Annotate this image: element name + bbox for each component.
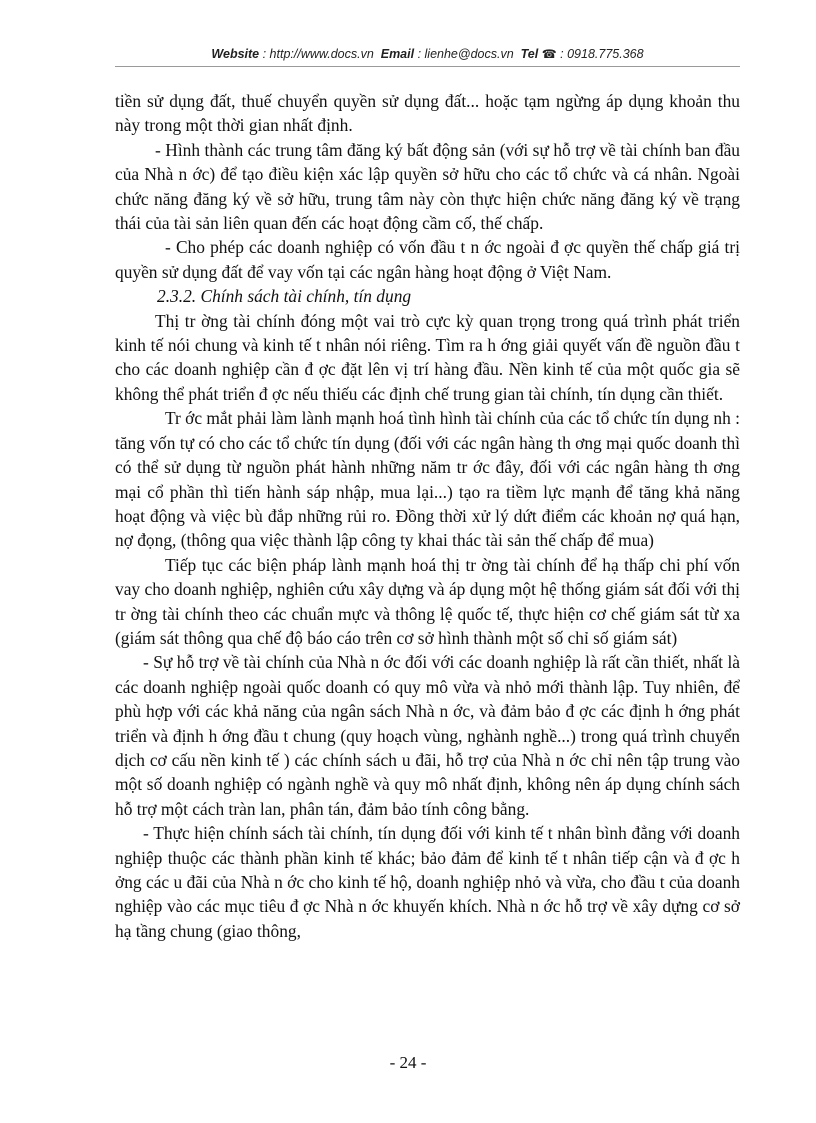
paragraph: Tiếp tục các biện pháp lành mạnh hoá thị tr ờng tài chính để hạ thấp chi phí vốn vay cho doanh nghiệp, nghiên cứu xây dựng và áp dụng một hệ thống giám sát đối với thị tr ờng tài chính theo các chuẩn mực và thông lệ quốc tế, thực hiện cơ chế giám sát từ xa (giám sát thông qua chế độ báo cáo trên cơ sở hình thành một số chỉ số giám sát) bbox=[115, 554, 740, 648]
header-divider bbox=[115, 66, 740, 67]
tel-number: : 0918.775.368 bbox=[560, 47, 644, 61]
phone-icon: ☎ bbox=[541, 47, 557, 61]
paragraph: - Sự hỗ trợ về tài chính của Nhà n ớc đối với các doanh nghiệp là rất cần thiết, nhất là các doanh nghiệp ngoài quốc doanh có quy mô vừa và nhỏ mới thành lập. Tuy nhiên, để phù hợp với các khả năng của ngân sách Nhà n ớc, và đảm bảo đ ợc các định h ớng phát triển và định h ớng đầu t chung (quy hoạch vùng, nghành nghề...) trong quá trình chuyển dịch cơ cấu nền kinh tế ) các chính sách u đãi, hỗ trợ của Nhà n ớc chỉ nên tập trung vào một số doanh nghiệp có ngành nghề và quy mô nhất định, không nên áp dụng chính sách hỗ trợ một cách tràn lan, phân tán, đảm bảo tính công bằng. bbox=[115, 652, 740, 819]
document-body bbox=[115, 89, 740, 943]
email-label: Email bbox=[380, 47, 415, 61]
email-address[interactable]: : lienhe@docs.vn bbox=[417, 47, 514, 61]
website-url[interactable]: : http://www.docs.vn bbox=[262, 47, 374, 61]
paragraph: tiền sử dụng đất, thuế chuyển quyền sử dụng đất... hoặc tạm ngừng áp dụng khoản thu này trong một thời gian nhất định. bbox=[115, 91, 740, 136]
page-header bbox=[115, 47, 740, 67]
paragraph: Thị tr ờng tài chính đóng một vai trò cực kỳ quan trọng trong quá trình phát triển kinh tế nói chung và kinh tế t nhân nói riêng. Tìm ra h ớng giải quyết vấn đề nguồn đầu t cho các doanh nghiệp cần đ ợc đặt lên vị trí hàng đầu. Nền kinh tế của một quốc gia sẽ không thể phát triển đ ợc nếu thiếu các định chế trung gian tài chính, tín dụng cần thiết. bbox=[115, 310, 740, 404]
paragraph: - Hình thành các trung tâm đăng ký bất động sản (với sự hỗ trợ về tài chính ban đầu của Nhà n ớc) để tạo điều kiện xác lập quyền sở hữu cho các tổ chức và cá nhân. Ngoài chức năng đăng ký về sở hữu, trung tâm này còn thực hiện chức năng đăng ký về trạng thái của tài sản liên quan đến các hoạt động cầm cố, thế chấp. bbox=[115, 139, 740, 234]
paragraph: - Thực hiện chính sách tài chính, tín dụng đối với kinh tế t nhân bình đẳng với doanh nghiệp thuộc các thành phần kinh tế khác; bảo đảm để kinh tế t nhân tiếp cận và đ ợc h ởng các u đãi của Nhà n ớc cho kinh tế hộ, doanh nghiệp nhỏ và vừa, cho đầu t của doanh nghiệp vào các mục tiêu đ ợc Nhà n ớc khuyến khích. Nhà n ớc hỗ trợ về xây dựng cơ sở hạ tầng chung (giao thông, bbox=[115, 823, 740, 941]
page-number: - 24 - bbox=[389, 1053, 427, 1072]
section-heading: 2.3.2. Chính sách tài chính, tín dụng bbox=[157, 286, 412, 307]
website-label: Website bbox=[211, 47, 260, 61]
paragraph: Tr ớc mắt phải làm lành mạnh hoá tình hình tài chính của các tổ chức tín dụng nh : tăng vốn tự có cho các tổ chức tín dụng (đối với các ngân hàng th ơng mại quốc doanh thì có thể sử dụng từ nguồn phát hành những năm tr ớc đây, đối với các ngân hàng th ơng mại cổ phần thì tiến hành sáp nhập, mua lại...) tạo ra tiềm lực mạnh để tăng khả năng hoạt động và việc bù đắp những rủi ro. Đồng thời xử lý dứt điểm các khoản nợ quá hạn, nợ đọng, (thông qua việc thành lập công ty khai thác tài sản thế chấp để mua) bbox=[115, 408, 740, 551]
tel-label: Tel bbox=[520, 47, 539, 61]
paragraph: - Cho phép các doanh nghiệp có vốn đầu t n ớc ngoài đ ợc quyền thế chấp giá trị quyền sử dụng đất để vay vốn tại các ngân hàng hoạt động ở Việt Nam. bbox=[115, 237, 740, 282]
